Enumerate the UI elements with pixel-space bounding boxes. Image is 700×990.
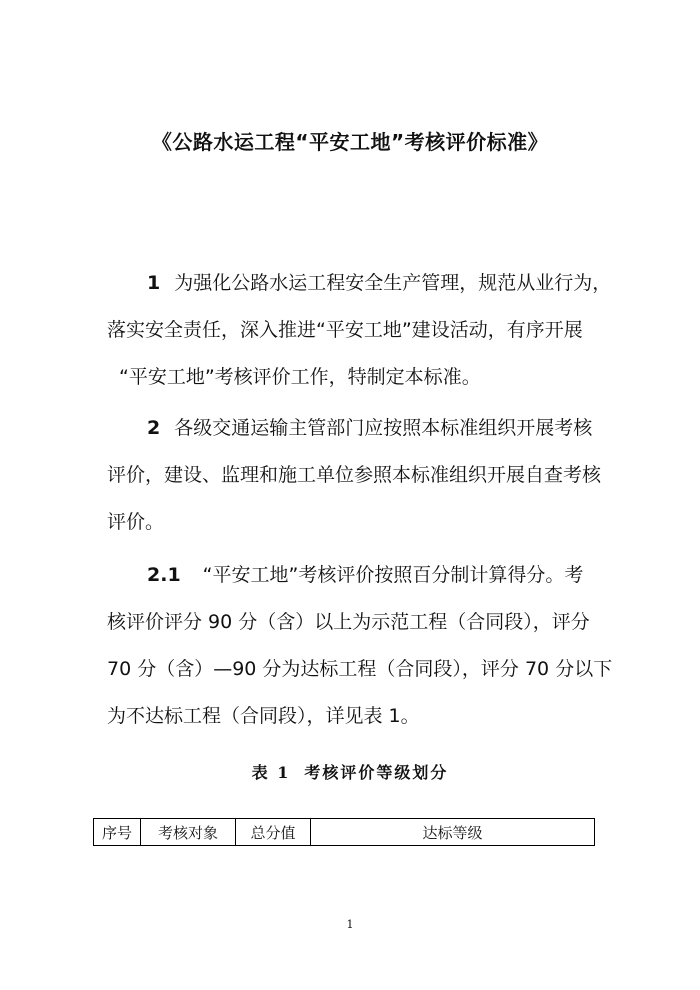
header-total-score: 总分值 <box>236 819 311 846</box>
header-grade: 达标等级 <box>311 819 595 846</box>
section-1 <box>107 260 612 401</box>
section-2-number: 2 <box>147 417 161 439</box>
section-2-1-line-4: 为不达标工程（合同段），详见表 1。 <box>107 705 420 727</box>
section-1-line-2: 落实安全责任，深入推进“平安工地”建设活动，有序开展 <box>107 319 583 341</box>
table-1-caption-label: 表 1 <box>251 763 291 782</box>
table-header-row <box>94 819 595 846</box>
table-1-caption <box>0 760 700 783</box>
section-1-line-3: “平安工地”考核评价工作，特制定本标准。 <box>119 366 481 388</box>
section-2-line-2: 评价，建设、监理和施工单位参照本标准组织开展自查考核 <box>107 464 602 486</box>
section-2-1-number: 2.1 <box>147 564 181 586</box>
table-1 <box>93 818 595 846</box>
header-target: 考核对象 <box>141 819 236 846</box>
section-2-line-3: 评价。 <box>107 511 165 533</box>
section-2-line-1: 2 各级交通运输主管部门应按照本标准组织开展考核 <box>147 417 593 439</box>
table-1-caption-title: 考核评价等级划分 <box>304 763 449 782</box>
section-1-number: 1 <box>147 272 161 294</box>
section-1-line-1: 1 为强化公路水运工程安全生产管理，规范从业行为， <box>147 272 612 294</box>
section-2-1-line-3: 70 分（含）—90 分为达标工程（合同段），评分 70 分以下 <box>107 658 613 680</box>
section-2 <box>107 405 602 546</box>
document-title: 《公路水运工程“平安工地”考核评价标准》 <box>151 130 549 154</box>
page-number: 1 <box>346 918 354 931</box>
section-2-1-line-2: 核评价评分 90 分（含）以上为示范工程（合同段），评分 <box>107 611 590 633</box>
header-index: 序号 <box>94 819 141 846</box>
section-2-1 <box>107 552 613 740</box>
section-2-1-line-1: 2.1 “平安工地”考核评价按照百分制计算得分。考 <box>147 564 584 586</box>
